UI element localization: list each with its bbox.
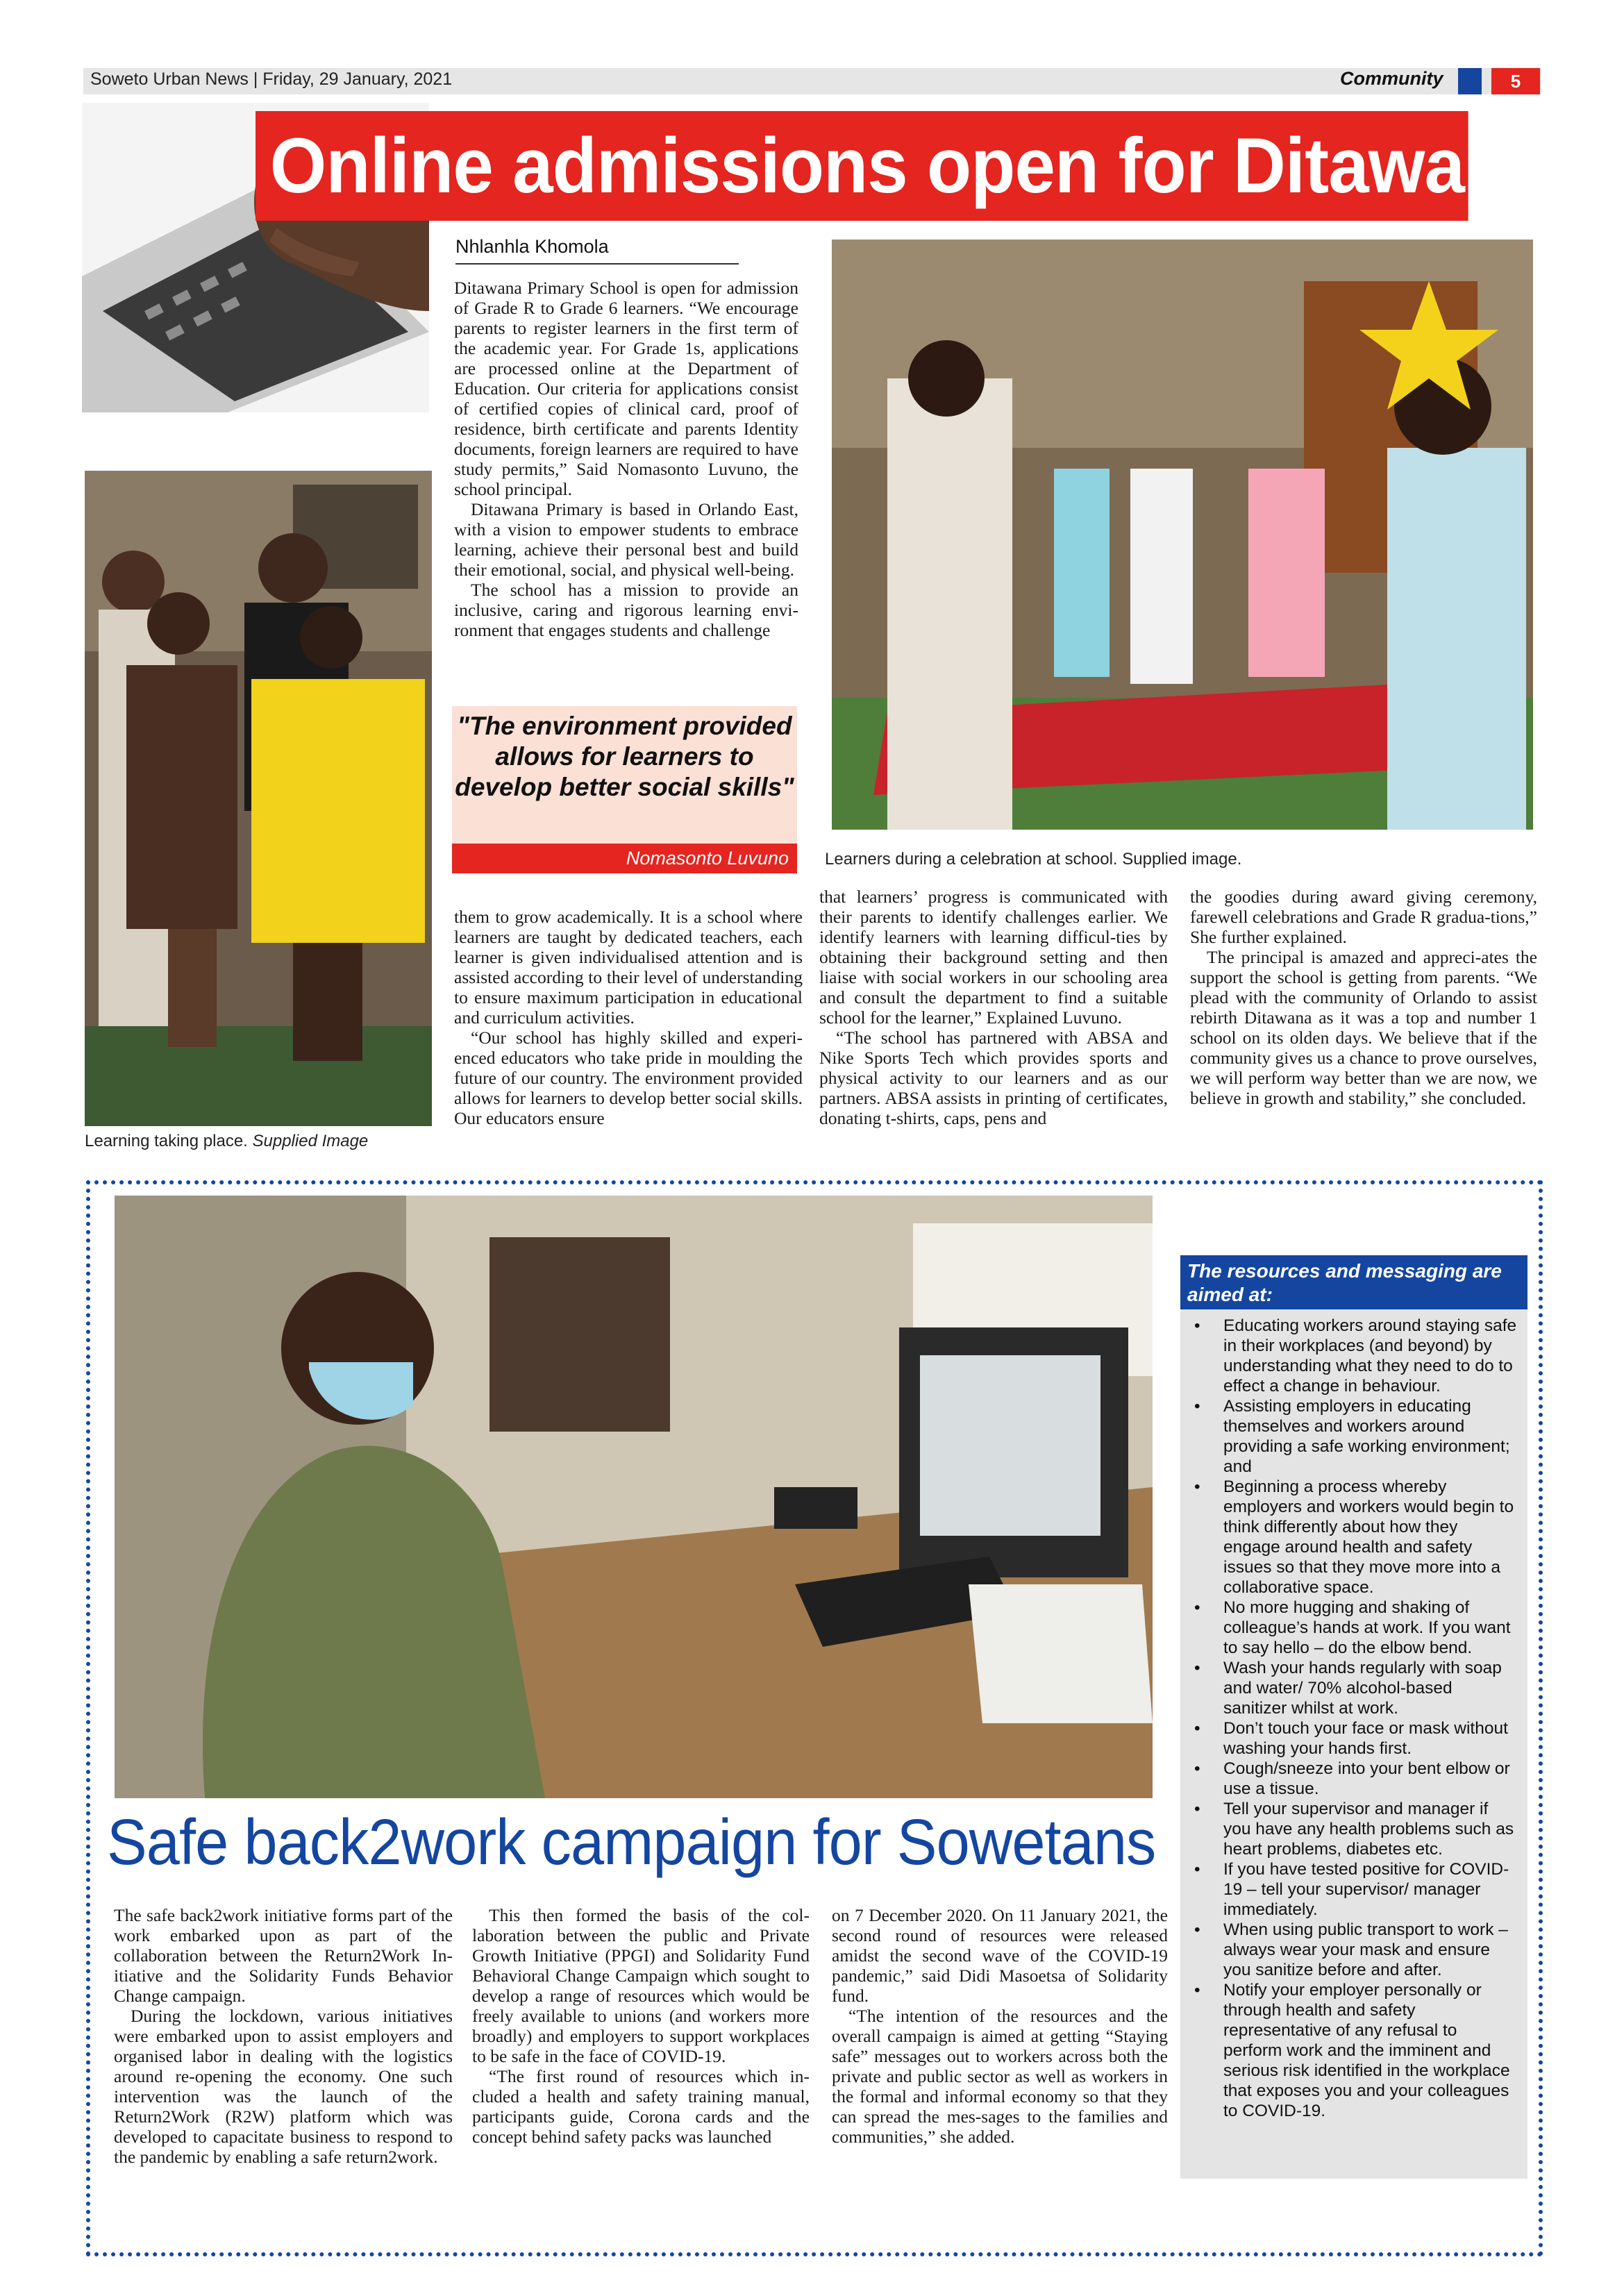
section-label: Community <box>1340 68 1443 89</box>
article1-col1-para-2: Ditawana Primary is based in Orlando East, with a vision to empower students to embrace learning, achieve their personal best and build their emotional, social, and physical well-being. <box>454 499 798 580</box>
bullet-item: • Assisting employers in educating themselves and workers around providing a safe working environment; and <box>1180 1396 1527 1477</box>
article2-column-3 <box>832 1905 1168 2147</box>
byline: Nhlanhla Khomola <box>455 236 609 257</box>
article2-column-1 <box>114 1905 453 2167</box>
publication-date: Soweto Urban News | Friday, 29 January, 2021 <box>90 69 453 89</box>
article1-col1-para-1: Ditawana Primary School is open for admission of Grade R to Grade 6 learners. “We encourage parents to register learners in the first term of the academic year. For Grade 1s, applications are processed online at the Department of Education. Our criteria for applications consist of certified copies of clinical card, proof of residence, birth certificate and parents Identity documents, foreign learners are required to have study permits,” Said Nomasonto Luvuno, the school principal. <box>454 278 798 499</box>
article2-col2-para-2: “The first round of resources which in-cluded a health and safety training manual, participants guide, Corona cards and the concept behind safety packs was launched <box>472 2066 810 2147</box>
section-color-box <box>1458 68 1482 94</box>
bullet-item: • If you have tested positive for COVID-19 – tell your supervisor/ manager immediately. <box>1180 1859 1527 1920</box>
page-number: 5 <box>1491 68 1540 94</box>
office-worker-photo <box>115 1196 1153 1798</box>
pull-quote-attribution: Nomasonto Luvuno <box>452 844 797 873</box>
pull-quote: "The environment provided allows for learners to develop better social skills" <box>455 712 794 801</box>
article2-col1-para-2: During the lockdown, various initiatives were embarked upon to assist employers and organised labor in dealing with the logistics around re-opening the economy. One such intervention was the launch of the Return2Work (R2W) platform which was developed to capacitate business to respond to the pandemic by enabling a safe return2work. <box>114 2006 453 2167</box>
resources-bullet-list <box>1180 1316 1527 2121</box>
article1-col3-para-2: “The school has partnered with ABSA and Nike Sports Tech which provides sports and physical activity to our learners and as our partners. ABSA assists in printing of certificates, donating t-shirts, caps, pens and <box>819 1028 1168 1128</box>
photo-caption-left <box>85 1132 368 1151</box>
article2-col1-para-1: The safe back2work initiative forms part of the work embarked upon as part of the collaboration between the Return2Work In-itiative and the Solidarity Funds Behavior Change campaign. <box>114 1905 453 2006</box>
bullet-item: • Don’t touch your face or mask without washing your hands first. <box>1180 1718 1527 1759</box>
article1-column-2 <box>454 907 803 1128</box>
bullet-item: • Notify your employer personally or through health and safety representative of any refusal to perform work and the imminent and serious risk identified in the workplace that exposes you and your colleagues to COVID-19. <box>1180 1980 1527 2121</box>
bullet-item: • Beginning a process whereby employers and workers would begin to think differently about how they engage around health and safety issues so that they move more into a collaborative space. <box>1180 1477 1527 1598</box>
learners-uniform-photo <box>85 471 432 1126</box>
article1-col4-para-1: the goodies during award giving ceremony, farewell celebrations and Grade R gradua-tions,” She further explained. <box>1190 887 1537 947</box>
bullet-item: • Cough/sneeze into your bent elbow or use a tissue. <box>1180 1759 1527 1799</box>
article1-col3-para-1: that learners’ progress is communicated with their parents to identify challenges earlier. We identify learners with learning difficul-ties by obtaining their background setting and then liaise with social workers in our schooling area and consult the department to find a suitable school for the learner,” Explained Luvuno. <box>819 887 1168 1028</box>
caption-left-text: Learning taking place. <box>85 1132 253 1150</box>
bullet-item: • When using public transport to work – always wear your mask and ensure you sanitize before and after. <box>1180 1920 1527 1980</box>
celebration-photo <box>832 240 1533 830</box>
article2-col3-para-1: on 7 December 2020. On 11 January 2021, the second round of resources were released amidst the second wave of the COVID-19 pandemic,” said Didi Masoetsa of Solidarity fund. <box>832 1905 1168 2006</box>
article1-column-3 <box>819 887 1168 1128</box>
bullet-item: • Wash your hands regularly with soap and water/ 70% alcohol-based sanitizer whilst at work. <box>1180 1658 1527 1718</box>
headline-online-admissions: Online admissions open for Ditawana <box>256 111 1468 221</box>
article1-column-4 <box>1190 887 1537 1108</box>
bullet-item: • Tell your supervisor and manager if you have any health problems such as heart problems, diabetes etc. <box>1180 1799 1527 1859</box>
byline-rule <box>455 263 739 265</box>
article1-col4-para-2: The principal is amazed and appreci-ates the support the school is getting from parents. “We plead with the community of Orlando to assist rebirth Ditawana as it was a top and number 1 school on its olden days. We believe that if the community gives us a chance to prove ourselves, we will perform way better than we are now, we believe in growth and stability,” she concluded. <box>1190 947 1537 1108</box>
caption-left-credit: Supplied Image <box>252 1132 369 1150</box>
headline-safe-back2work: Safe back2work campaign for Sowetans <box>107 1806 1156 1878</box>
article1-col2-para-1: them to grow academically. It is a school where learners are taught by dedicated teachers, each learner is given individualised attention and is assisted according to their level of understanding to ensure maximum participation in educational and curriculum activities. <box>454 907 803 1028</box>
article2-col3-para-2: “The intention of the resources and the overall campaign is aimed at getting “Staying safe” messages out to workers across both the private and public sector as well as workers in the formal and informal economy so that they can spread the mes-sages to the families and communities,” she added. <box>832 2006 1168 2147</box>
article2-col2-para-1: This then formed the basis of the col-laboration between the public and Private Growth Initiative (PPGI) and Solidarity Fund Behavioral Change Campaign which sought to develop a range of resources which would be freely available to unions (and workers more broadly) and employers to support workplaces to be safe in the face of COVID-19. <box>472 1905 810 2066</box>
article2-column-2 <box>472 1905 810 2147</box>
article1-col2-para-2: “Our school has highly skilled and experi-enced educators who take pride in moulding the future of our country. The environment provided allows for learners to develop better social skills. Our educators ensure <box>454 1028 803 1128</box>
bullet-item: • Educating workers around staying safe in their workplaces (and beyond) by understanding what they need to do to effect a change in behaviour. <box>1180 1316 1527 1396</box>
article1-col1-para-3: The school has a mission to provide an inclusive, caring and rigorous learning envi-ronment that engages students and challenge <box>454 580 798 640</box>
resources-sidebar-title: The resources and messaging are aimed at: <box>1180 1255 1527 1309</box>
bullet-item: • No more hugging and shaking of colleague’s hands at work. If you want to say hello – do the elbow bend. <box>1180 1598 1527 1658</box>
photo-caption-right: Learners during a celebration at school. Supplied image. <box>825 850 1242 869</box>
article1-column-1 <box>454 278 798 640</box>
